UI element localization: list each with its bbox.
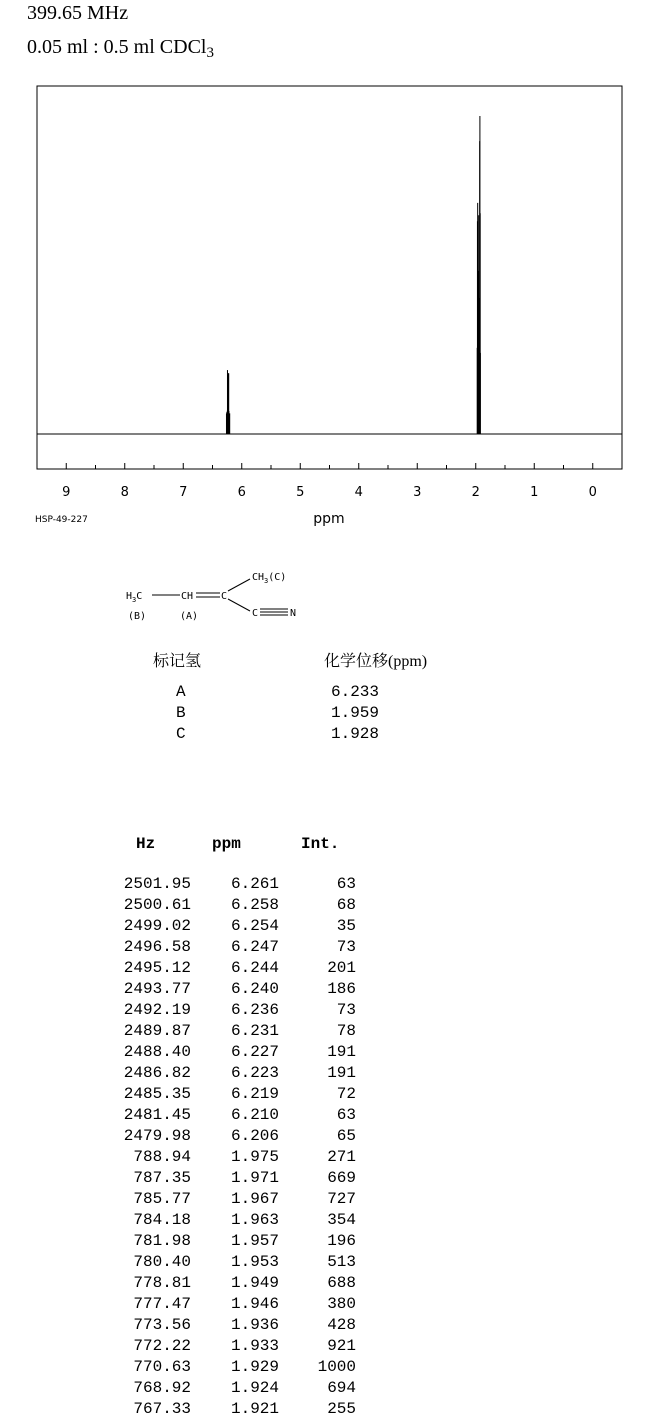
x-tick-label: 7 — [179, 485, 188, 500]
peak-cell-hz: 2488.40 — [123, 1043, 191, 1061]
peak-cell-hz: 2499.02 — [123, 917, 191, 935]
assignment-shift-c: 1.928 — [331, 725, 380, 743]
peak-cell-ppm: 6.240 — [230, 980, 279, 998]
peak-cell-int: 196 — [327, 1232, 356, 1250]
peak-cell-ppm: 6.236 — [230, 1001, 279, 1019]
x-tick-label: 2 — [471, 485, 480, 500]
peak-cell-hz: 777.47 — [133, 1295, 191, 1313]
assignment-shift-b: 1.959 — [331, 704, 380, 722]
peak-cell-int: 68 — [336, 896, 356, 914]
assignment-col-label: 标记氢 — [153, 653, 202, 670]
peak-cell-ppm: 6.227 — [230, 1043, 279, 1061]
peak-cell-hz: 2501.95 — [123, 875, 191, 893]
peak-cell-ppm: 1.929 — [230, 1358, 279, 1376]
peak-cell-ppm: 1.971 — [230, 1169, 279, 1187]
x-tick-label: 8 — [120, 485, 129, 500]
peak-cell-hz: 772.22 — [133, 1337, 191, 1355]
x-tick-label: 1 — [530, 485, 539, 500]
peak-cell-ppm: 6.210 — [230, 1106, 279, 1124]
peak-cell-hz: 2486.82 — [123, 1064, 191, 1082]
peak-cell-int: 513 — [327, 1253, 356, 1271]
peak-cell-hz: 767.33 — [133, 1400, 191, 1418]
peak-cell-hz: 2493.77 — [123, 980, 191, 998]
peak-cell-int: 35 — [336, 917, 356, 935]
peak-cell-hz: 770.63 — [133, 1358, 191, 1376]
assignment-col-shift: 化学位移(ppm) — [324, 653, 428, 670]
peak-cell-ppm: 6.244 — [230, 959, 279, 977]
peak-cell-ppm: 1.949 — [230, 1274, 279, 1292]
x-tick-label: 3 — [413, 485, 422, 500]
peak-cell-int: 669 — [327, 1169, 356, 1187]
peak-cell-hz: 788.94 — [133, 1148, 191, 1166]
peak-cell-hz: 2489.87 — [123, 1022, 191, 1040]
peak-cell-int: 727 — [327, 1190, 356, 1208]
peak-cell-ppm: 1.975 — [230, 1148, 279, 1166]
peak-cell-ppm: 6.219 — [230, 1085, 279, 1103]
assignment-label-b: B — [176, 704, 186, 722]
peak-cell-int: 201 — [327, 959, 356, 977]
peak-cell-int: 191 — [327, 1043, 356, 1061]
x-axis-label: ppm — [313, 511, 345, 527]
peak-cell-ppm: 1.921 — [230, 1400, 279, 1418]
peak-cell-ppm: 1.946 — [230, 1295, 279, 1313]
peak-cell-int: 694 — [327, 1379, 356, 1397]
peak-cell-ppm: 6.247 — [230, 938, 279, 956]
central-carbon-label: C — [221, 591, 228, 602]
plot-frame — [37, 86, 622, 469]
x-tick-label: 9 — [62, 485, 71, 500]
peak-cell-hz: 2492.19 — [123, 1001, 191, 1019]
peak-cell-int: 65 — [336, 1127, 356, 1145]
label-b: (B) — [128, 611, 147, 622]
peak-cell-ppm: 1.936 — [230, 1316, 279, 1334]
peak-cell-int: 354 — [327, 1211, 356, 1229]
nitrogen-label: N — [290, 608, 297, 619]
peak-cell-int: 72 — [336, 1085, 356, 1103]
peak-cell-ppm: 6.231 — [230, 1022, 279, 1040]
peak-cell-hz: 787.35 — [133, 1169, 191, 1187]
x-tick-label: 6 — [237, 485, 246, 500]
peak-cell-ppm: 1.924 — [230, 1379, 279, 1397]
bond-c-nitrile — [228, 599, 250, 611]
bond-c-methyl — [228, 579, 250, 591]
assignment-shift-a: 6.233 — [331, 683, 380, 701]
peak-cell-hz: 780.40 — [133, 1253, 191, 1271]
peak-cell-hz: 2496.58 — [123, 938, 191, 956]
peak-table-header-int: Int. — [301, 835, 340, 853]
peak-cell-ppm: 6.206 — [230, 1127, 279, 1145]
peak-cell-int: 78 — [336, 1022, 356, 1040]
molecule-structure — [120, 565, 320, 630]
peak-cell-hz: 2495.12 — [123, 959, 191, 977]
peak-cell-ppm: 1.963 — [230, 1211, 279, 1229]
peak-cell-hz: 768.92 — [133, 1379, 191, 1397]
peak-cell-int: 1000 — [317, 1358, 356, 1376]
assignment-label-c: C — [176, 725, 186, 743]
spectrometer-frequency: 399.65 MHz — [27, 2, 129, 24]
methyl-c-label: $CH_3(C)$ — [252, 572, 287, 585]
peak-cell-int: 921 — [327, 1337, 356, 1355]
peak-cell-int: 63 — [336, 1106, 356, 1124]
assignment-label-a: A — [176, 683, 186, 701]
peak-cell-ppm: 6.223 — [230, 1064, 279, 1082]
peak-cell-ppm: 6.254 — [230, 917, 279, 935]
methyl-b-label: $H_3C$ — [126, 591, 143, 604]
peak-cell-int: 73 — [336, 1001, 356, 1019]
peak-cell-int: 73 — [336, 938, 356, 956]
peak-cell-int: 63 — [336, 875, 356, 893]
peak-cell-hz: 2500.61 — [123, 896, 191, 914]
peak-cell-hz: 785.77 — [133, 1190, 191, 1208]
peak-cell-hz: 781.98 — [133, 1232, 191, 1250]
peak-cell-ppm: 1.967 — [230, 1190, 279, 1208]
peak-cell-hz: 2481.45 — [123, 1106, 191, 1124]
label-a: (A) — [180, 611, 199, 622]
x-tick-label: 0 — [588, 485, 597, 500]
nitrile-carbon-label: C — [252, 608, 259, 619]
spectrum-peaks — [226, 116, 480, 434]
peak-cell-hz: 784.18 — [133, 1211, 191, 1229]
peak-cell-hz: 2479.98 — [123, 1127, 191, 1145]
peak-cell-ppm: 1.957 — [230, 1232, 279, 1250]
methine-a-label: CH — [181, 591, 194, 602]
peak-cell-ppm: 1.953 — [230, 1253, 279, 1271]
x-tick-label: 5 — [296, 485, 305, 500]
concentration-text: 0.05 ml : 0.5 ml CDCl — [27, 36, 207, 58]
sample-code: HSP-49-227 — [35, 515, 88, 525]
peak-cell-int: 688 — [327, 1274, 356, 1292]
peak-cell-hz: 2485.35 — [123, 1085, 191, 1103]
peak-cell-ppm: 6.261 — [230, 875, 279, 893]
peak-cell-ppm: 6.258 — [230, 896, 279, 914]
concentration-subscript: 3 — [206, 45, 214, 61]
peak-cell-int: 186 — [327, 980, 356, 998]
x-tick-label: 4 — [354, 485, 363, 500]
peak-cell-int: 428 — [327, 1316, 356, 1334]
nmr-spectrum-chart — [0, 0, 652, 540]
peak-table-header-ppm: ppm — [212, 835, 241, 853]
peak-cell-int: 271 — [327, 1148, 356, 1166]
peak-cell-int: 191 — [327, 1064, 356, 1082]
peak-cell-int: 380 — [327, 1295, 356, 1313]
peak-table-header-hz: Hz — [136, 835, 156, 853]
peak-cell-ppm: 1.933 — [230, 1337, 279, 1355]
peak-cell-hz: 778.81 — [133, 1274, 191, 1292]
peak-cell-int: 255 — [327, 1400, 356, 1418]
peak-cell-hz: 773.56 — [133, 1316, 191, 1334]
